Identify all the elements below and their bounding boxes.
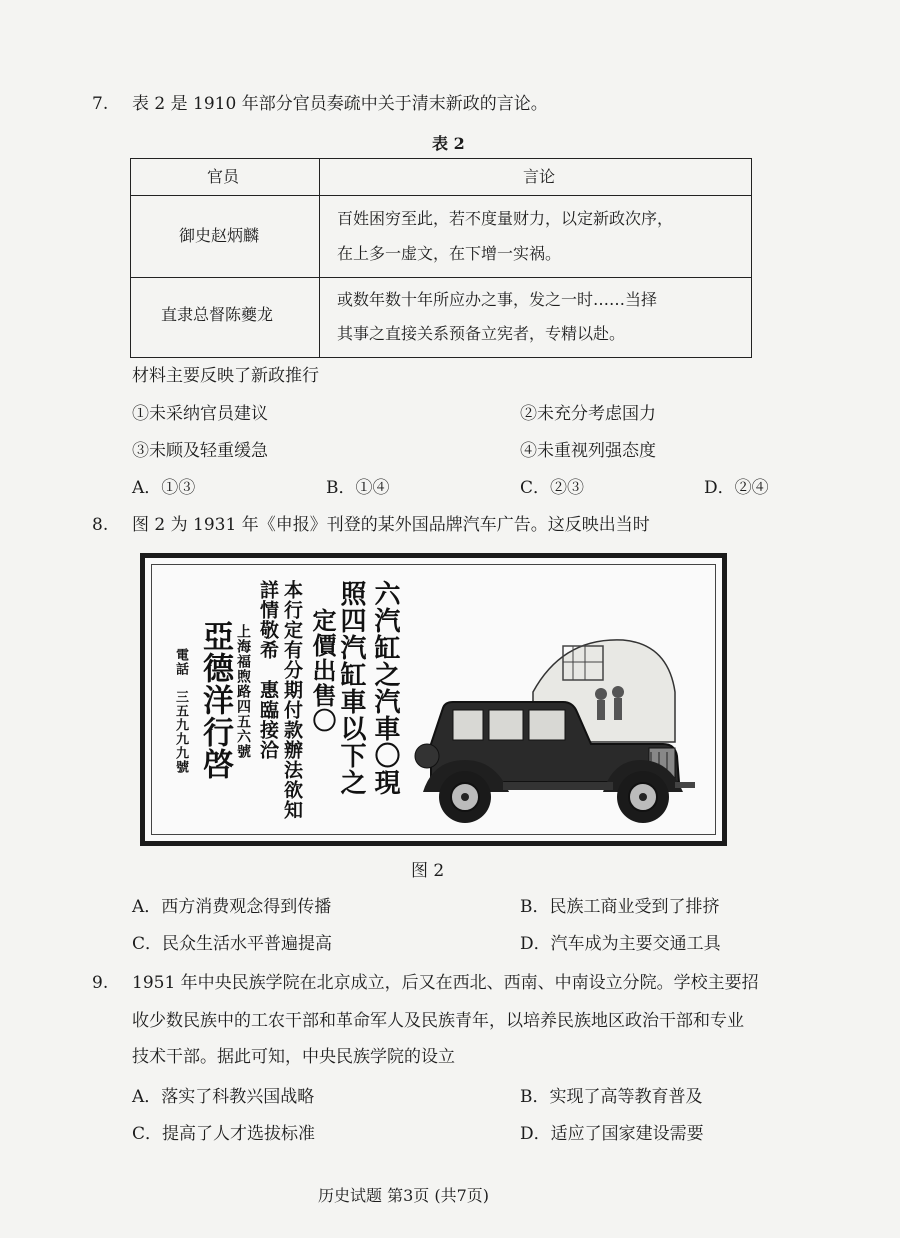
figure-caption: 图 2 — [411, 861, 445, 881]
table-cell-official: 御史赵炳麟 — [179, 226, 260, 245]
ad-phone: 電話 三五九九九號 — [173, 648, 188, 774]
q9-option-b: B．实现了高等教育普及 — [520, 1087, 703, 1107]
q9-option-c: C．提高了人才选拔标准 — [132, 1124, 316, 1144]
q9-option-d: D．适应了国家建设需要 — [520, 1124, 704, 1144]
q7-item: ②未充分考虑国力 — [520, 404, 656, 424]
q9-stem-line: 技术干部。据此可知，中央民族学院的设立 — [132, 1047, 455, 1067]
ad-text-col: 詳情敬希 惠臨接洽 — [257, 580, 279, 760]
q8-option-d: D．汽车成为主要交通工具 — [520, 934, 721, 954]
q7-number: 7. — [92, 94, 109, 114]
table-header-official: 官员 — [207, 167, 240, 186]
q8-number: 8. — [92, 515, 109, 535]
q7-item: ③未顾及轻重缓急 — [132, 441, 268, 461]
q7-option-c: C．②③ — [520, 478, 585, 498]
q8-option-a: A．西方消费观念得到传播 — [132, 897, 332, 917]
q7-item: ④未重视列强态度 — [520, 441, 656, 461]
table-divider — [131, 195, 751, 196]
q7-stem: 表 2 是 1910 年部分官员奏疏中关于清末新政的言论。 — [132, 94, 548, 114]
statements-table — [130, 158, 752, 358]
ad-headline-col: 照四汽缸車以下之 — [336, 580, 366, 796]
ad-address: 上海福煦路四五六號 — [235, 624, 251, 759]
table-divider — [131, 277, 751, 278]
q9-number: 9. — [92, 973, 109, 993]
q9-stem-line: 收少数民族中的工农干部和革命军人及民族青年，以培养民族地区政治干部和专业 — [132, 1011, 744, 1031]
ad-headline-col: 定價出售〇 — [308, 608, 337, 733]
q8-option-c: C．民众生活水平普遍提高 — [132, 934, 333, 954]
table-caption: 表 2 — [432, 134, 465, 153]
table-cell-statement: 百姓困穷至此，若不度量财力，以定新政次序， — [337, 209, 674, 228]
q7-prompt: 材料主要反映了新政推行 — [132, 366, 319, 386]
q7-option-b: B．①④ — [326, 478, 390, 498]
q7-item: ①未采纳官员建议 — [132, 404, 268, 424]
q9-option-a: A．落实了科教兴国战略 — [132, 1087, 315, 1107]
q9-stem-line: 1951 年中央民族学院在北京成立，后又在西北、西南、中南设立分院。学校主要招 — [132, 973, 759, 993]
show-through-text — [560, 100, 590, 121]
table-cell-statement: 在上多一虚文，在下增一实祸。 — [337, 244, 562, 263]
vintage-car-illustration — [413, 632, 713, 832]
page-footer: 历史试题 第3页 (共7页) — [318, 1186, 490, 1205]
table-cell-statement: 或数年数十年所应办之事，发之一时……当择 — [337, 290, 658, 309]
car-advertisement — [140, 553, 727, 846]
ad-text-col: 本行定有分期付款辦法欲知 — [281, 580, 303, 820]
table-cell-statement: 其事之直接关系预备立宪者，专精以赴。 — [337, 324, 626, 343]
q8-stem: 图 2 为 1931 年《申报》刊登的某外国品牌汽车广告。这反映出当时 — [132, 515, 650, 535]
q7-option-d: D．②④ — [704, 478, 769, 498]
ad-headline-col: 六汽缸之汽車〇現 — [370, 580, 400, 796]
table-header-statement: 言论 — [523, 167, 556, 186]
q7-option-a: A．①③ — [132, 478, 196, 498]
ad-company-name: 亞德洋行啓 — [197, 620, 233, 780]
q8-option-b: B．民族工商业受到了排挤 — [520, 897, 720, 917]
table-divider — [319, 159, 320, 357]
table-cell-official: 直隶总督陈夔龙 — [161, 305, 274, 324]
